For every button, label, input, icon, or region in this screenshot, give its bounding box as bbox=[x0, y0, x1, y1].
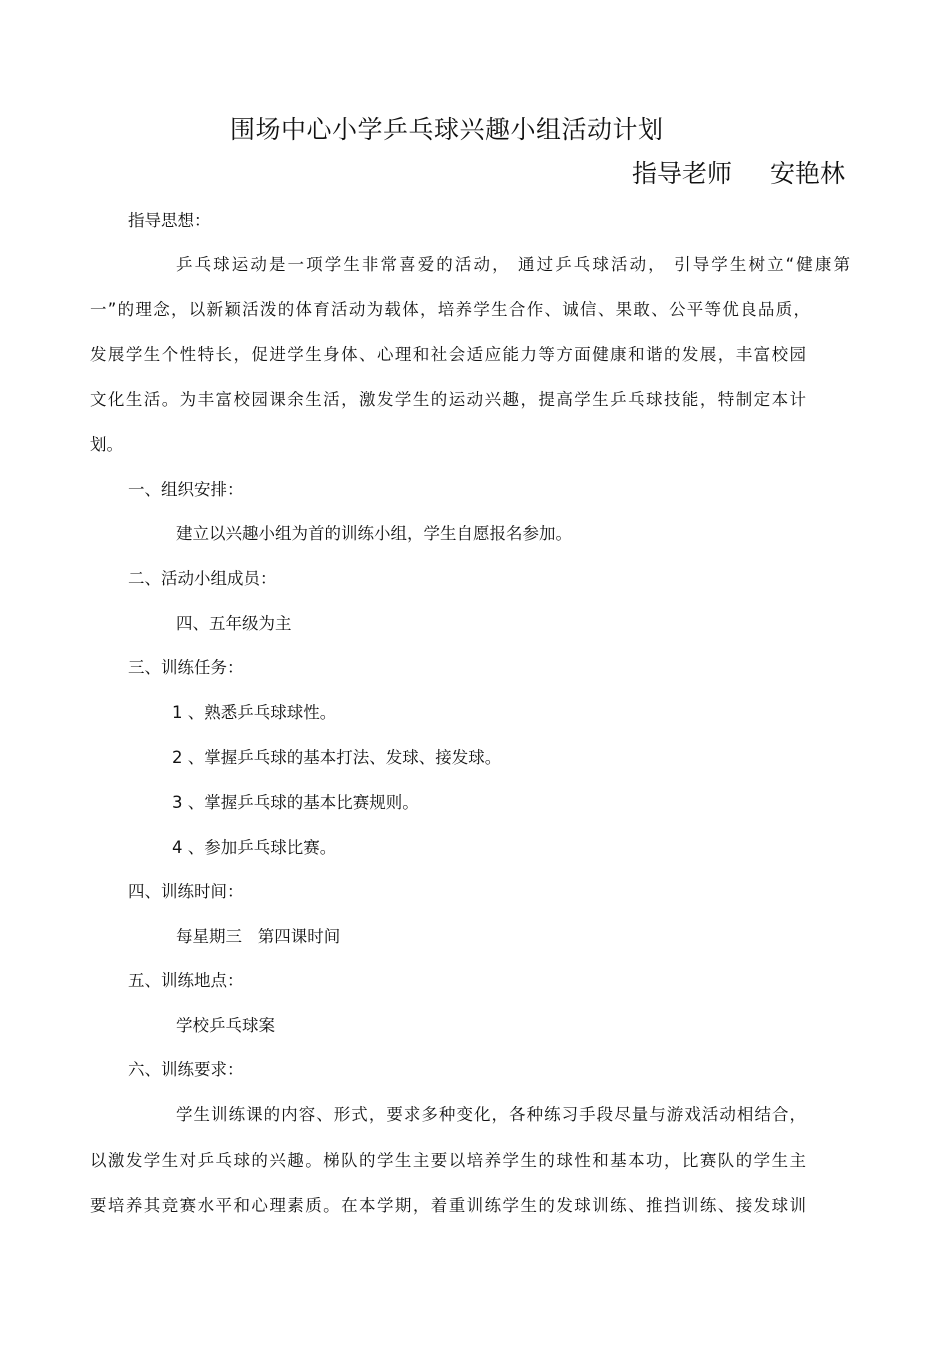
task-item-3: 3 、掌握乒乓球的基本比赛规则。 bbox=[172, 793, 419, 812]
requirements-line-2: 以激发学生对乒乓球的兴趣。梯队的学生主要以培养学生的球性和基本功，比赛队的学生主 bbox=[90, 1151, 806, 1170]
section-heading-members: 二、活动小组成员： bbox=[128, 569, 277, 588]
guiding-line-2: 一”的理念，以新颖活泼的体育活动为载体，培养学生合作、诚信、果敢、公平等优良品质， bbox=[90, 300, 810, 319]
section-heading-tasks: 三、训练任务： bbox=[128, 658, 244, 677]
task-item-2: 2 、掌握乒乓球的基本打法、发球、接发球。 bbox=[172, 748, 502, 767]
guiding-line-4: 文化生活。为丰富校园课余生活，激发学生的运动兴趣，提高学生乒乓球技能，特制定本计 bbox=[90, 390, 806, 409]
section-heading-requirements: 六、训练要求： bbox=[128, 1060, 244, 1079]
section-text-members: 四、五年级为主 bbox=[176, 614, 292, 633]
guiding-line-1: 乒乓球运动是一项学生非常喜爱的活动， 通过乒乓球活动， 引导学生树立“健康第 bbox=[176, 255, 850, 274]
requirements-line-1: 学生训练课的内容、形式，要求多种变化，各种练习手段尽量与游戏活动相结合， bbox=[176, 1105, 806, 1124]
guiding-heading: 指导思想： bbox=[128, 211, 211, 230]
document-title: 围场中心小学乒乓球兴趣小组活动计划 bbox=[230, 115, 664, 144]
section-heading-organization: 一、组织安排： bbox=[128, 480, 244, 499]
section-text-location: 学校乒乓球案 bbox=[176, 1016, 275, 1035]
section-text-organization: 建立以兴趣小组为首的训练小组，学生自愿报名参加。 bbox=[176, 524, 572, 543]
section-heading-location: 五、训练地点： bbox=[128, 971, 244, 990]
author-label: 指导老师 bbox=[632, 159, 733, 188]
section-text-time: 每星期三 第四课时间 bbox=[176, 927, 341, 946]
task-item-4: 4 、参加乒乓球比赛。 bbox=[172, 838, 337, 857]
requirements-line-3: 要培养其竞赛水平和心理素质。在本学期，着重训练学生的发球训练、推挡训练、接发球训 bbox=[90, 1196, 806, 1215]
section-heading-time: 四、训练时间： bbox=[128, 882, 244, 901]
author-line bbox=[632, 154, 845, 190]
task-item-1: 1 、熟悉乒乓球球性。 bbox=[172, 703, 337, 722]
author-name: 安艳林 bbox=[770, 159, 846, 188]
guiding-line-3: 发展学生个性特长，促进学生身体、心理和社会适应能力等方面健康和谐的发展，丰富校园 bbox=[90, 345, 806, 364]
guiding-line-5: 划。 bbox=[90, 435, 123, 454]
